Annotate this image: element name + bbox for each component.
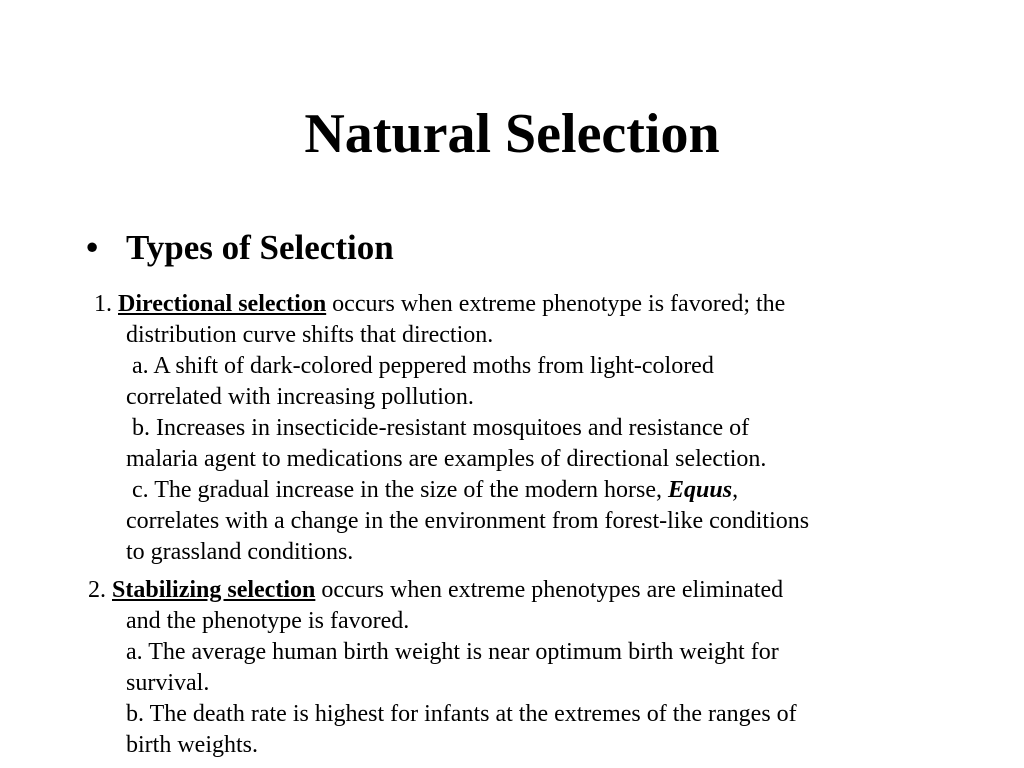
- stabilizing-keyword: Stabilizing selection: [112, 577, 316, 603]
- bullet-dot-icon: •: [86, 228, 99, 267]
- stabilizing-example-a-line-2: survival.: [126, 670, 210, 696]
- stabilizing-example-a-line-1: a. The average human birth weight is near optimum birth weight for: [126, 639, 779, 665]
- directional-line-1: [88, 289, 968, 320]
- stabilizing-line-2: and the phenotype is favored.: [126, 608, 410, 634]
- genus-equus: Equus: [668, 477, 733, 503]
- bullet-heading: [86, 226, 394, 270]
- directional-example-c-start: c. The gradual increase in the size of the modern horse,: [126, 477, 669, 503]
- stabilizing-definition: occurs when extreme phenotypes are eliminated: [315, 577, 784, 603]
- directional-example-c-comma: ,: [732, 477, 739, 503]
- stabilizing-example-b-line-2: birth weights.: [126, 732, 258, 758]
- directional-keyword: Directional selection: [118, 291, 327, 317]
- stabilizing-selection-item: [88, 575, 968, 761]
- directional-number: 1.: [88, 291, 118, 317]
- directional-line-2: distribution curve shifts that direction.: [126, 322, 494, 348]
- directional-definition: occurs when extreme phenotype is favored; the: [326, 291, 786, 317]
- stabilizing-line-1: [88, 575, 968, 606]
- directional-example-c-line-2: correlates with a change in the environment from forest-like conditions: [126, 508, 810, 534]
- directional-example-c-line-3: to grassland conditions.: [126, 539, 354, 565]
- directional-example-b-line-2: malaria agent to medications are examples of directional selection.: [126, 446, 767, 472]
- directional-example-c-line-1: [88, 475, 968, 506]
- stabilizing-number: 2.: [88, 577, 112, 603]
- directional-example-b-line-1: b. Increases in insecticide-resistant mosquitoes and resistance of: [126, 415, 750, 441]
- directional-example-a-line-1: a. A shift of dark-colored peppered moths from light-colored: [126, 353, 714, 379]
- slide-title: Natural Selection: [304, 103, 720, 165]
- stabilizing-example-b-line-1: b. The death rate is highest for infants at the extremes of the ranges of: [126, 701, 797, 727]
- bullet-heading-text: Types of Selection: [126, 228, 394, 267]
- directional-example-a-line-2: correlated with increasing pollution.: [126, 384, 474, 410]
- directional-selection-item: [88, 289, 968, 568]
